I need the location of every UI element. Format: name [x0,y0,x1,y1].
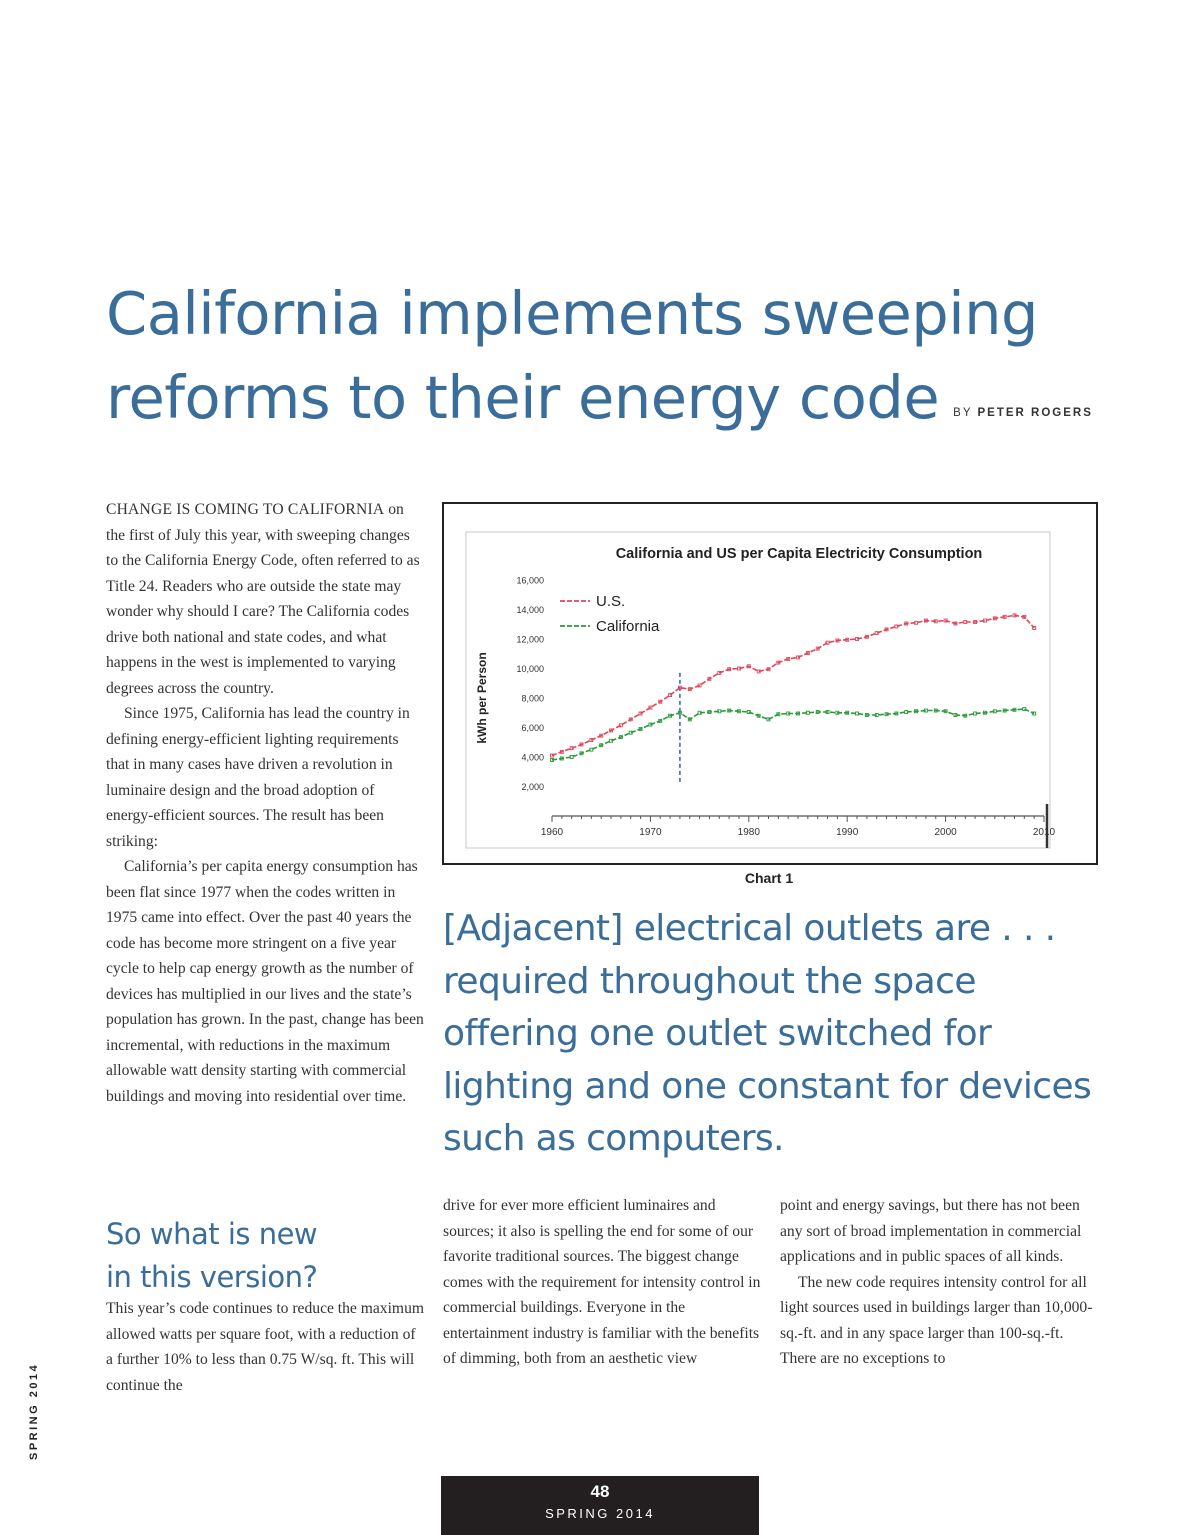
title-line-1: California implements sweeping [106,279,1038,348]
y-tick-label: 6,000 [521,723,544,733]
x-tick-label: 1970 [639,827,662,838]
pull-quote: [Adjacent] electrical outlets are . . . required throughout the space offering one outlet switched for lighting and one constant for devices such as computers. [443,908,1092,1159]
chart-caption: Chart 1 [744,870,794,886]
title-line-2: reforms to their energy code [106,363,940,432]
article-title [106,272,1106,455]
body-paragraph: Since 1975, California has lead the country in defining energy-efficient lighting requirements that in many cases have driven a revolution in luminaire design and the broad adoption of energy-efficient sources. The result has been striking: [106,705,410,850]
body-paragraph: California’s per capita energy consumption has been flat since 1977 when the codes written in 1975 came into effect. Over the past 40 years the code has become more stringent on a five year cycle to help cap energy growth as the number of devices has multiplied in our lives and the state’s population has grown. In the past, change has been incremental, with reductions in the maximum allowable watt density starting with commercial buildings and moving into residential over time. [106,858,424,1105]
body-paragraph: This year’s code continues to reduce the maximum allowed watts per square foot, with a reduction of a further 10% to less than 0.75 W/sq. ft. This will continue the [106,1300,424,1394]
page-number: 48 [590,1482,610,1501]
byline-prefix: BY [953,407,973,419]
y-tick-label: 14,000 [516,605,544,615]
body-paragraph: point and energy savings, but there has not been any sort of broad implementation in commercial applications and in public spaces of all kinds. [780,1197,1082,1265]
body-column-3 [780,1193,1098,1372]
legend-label: U.S. [596,593,626,610]
y-tick-label: 12,000 [516,634,544,645]
x-tick-label: 1960 [540,827,564,838]
y-tick-label: 16,000 [516,575,544,586]
body-column-2 [443,1193,761,1372]
footer-issue: SPRING 2014 [545,1506,655,1521]
legend-label: California [596,618,660,635]
body-paragraph [106,497,424,701]
body-column-1 [106,497,424,1109]
y-axis-label: kWh per Person [475,652,489,744]
byline-author: PETER ROGERS [977,407,1093,419]
plot-area [466,532,1050,848]
page-footer [441,1476,759,1535]
body-column-1-continued [106,1296,424,1398]
chart-frame [442,502,1098,865]
body-paragraph: drive for ever more efficient luminaires and sources; it also is spelling the end for some of our favorite traditional sources. The biggest change comes with the requirement for intensity control in commercial buildings. Everyone in the entertainment industry is familiar with the benefits of dimming, both from an aesthetic view [443,1197,761,1367]
section-subhead [106,1213,426,1299]
y-tick-label: 10,000 [516,664,544,674]
issue-side-label: SPRING 2014 [28,1362,40,1460]
y-tick-label: 2,000 [521,782,544,792]
subhead-line-1: So what is new [106,1217,318,1251]
y-tick-label: 8,000 [521,693,544,704]
x-tick-label: 1980 [737,827,760,838]
body-paragraph: The new code requires intensity control for all light sources used in buildings larger than 10,000-sq.-ft. and in any space larger than 100-sq.-ft. There are no exceptions to [780,1273,1093,1367]
x-tick-label: 2000 [934,827,957,838]
subhead-line-2: in this version? [106,1260,318,1294]
x-tick-label: 2010 [1032,827,1056,838]
x-tick-label: 1990 [836,827,859,838]
byline [953,407,1093,419]
paragraph-text: on the first of July this year, with sweeping changes to the California Energy Code, often referred to as Title 24. Readers who are outside the state may wonder why should I care? The California codes drive both national and state codes, and what happens in the west is implemented to varying degrees across the country. [106,501,420,697]
y-tick-label: 4,000 [521,752,544,763]
chart-title: California and US per Capita Electricity Consumption [615,546,983,562]
electricity-consumption-chart [444,504,1096,863]
lead-in-caps: CHANGE IS COMING TO CALIFORNIA [106,501,385,518]
